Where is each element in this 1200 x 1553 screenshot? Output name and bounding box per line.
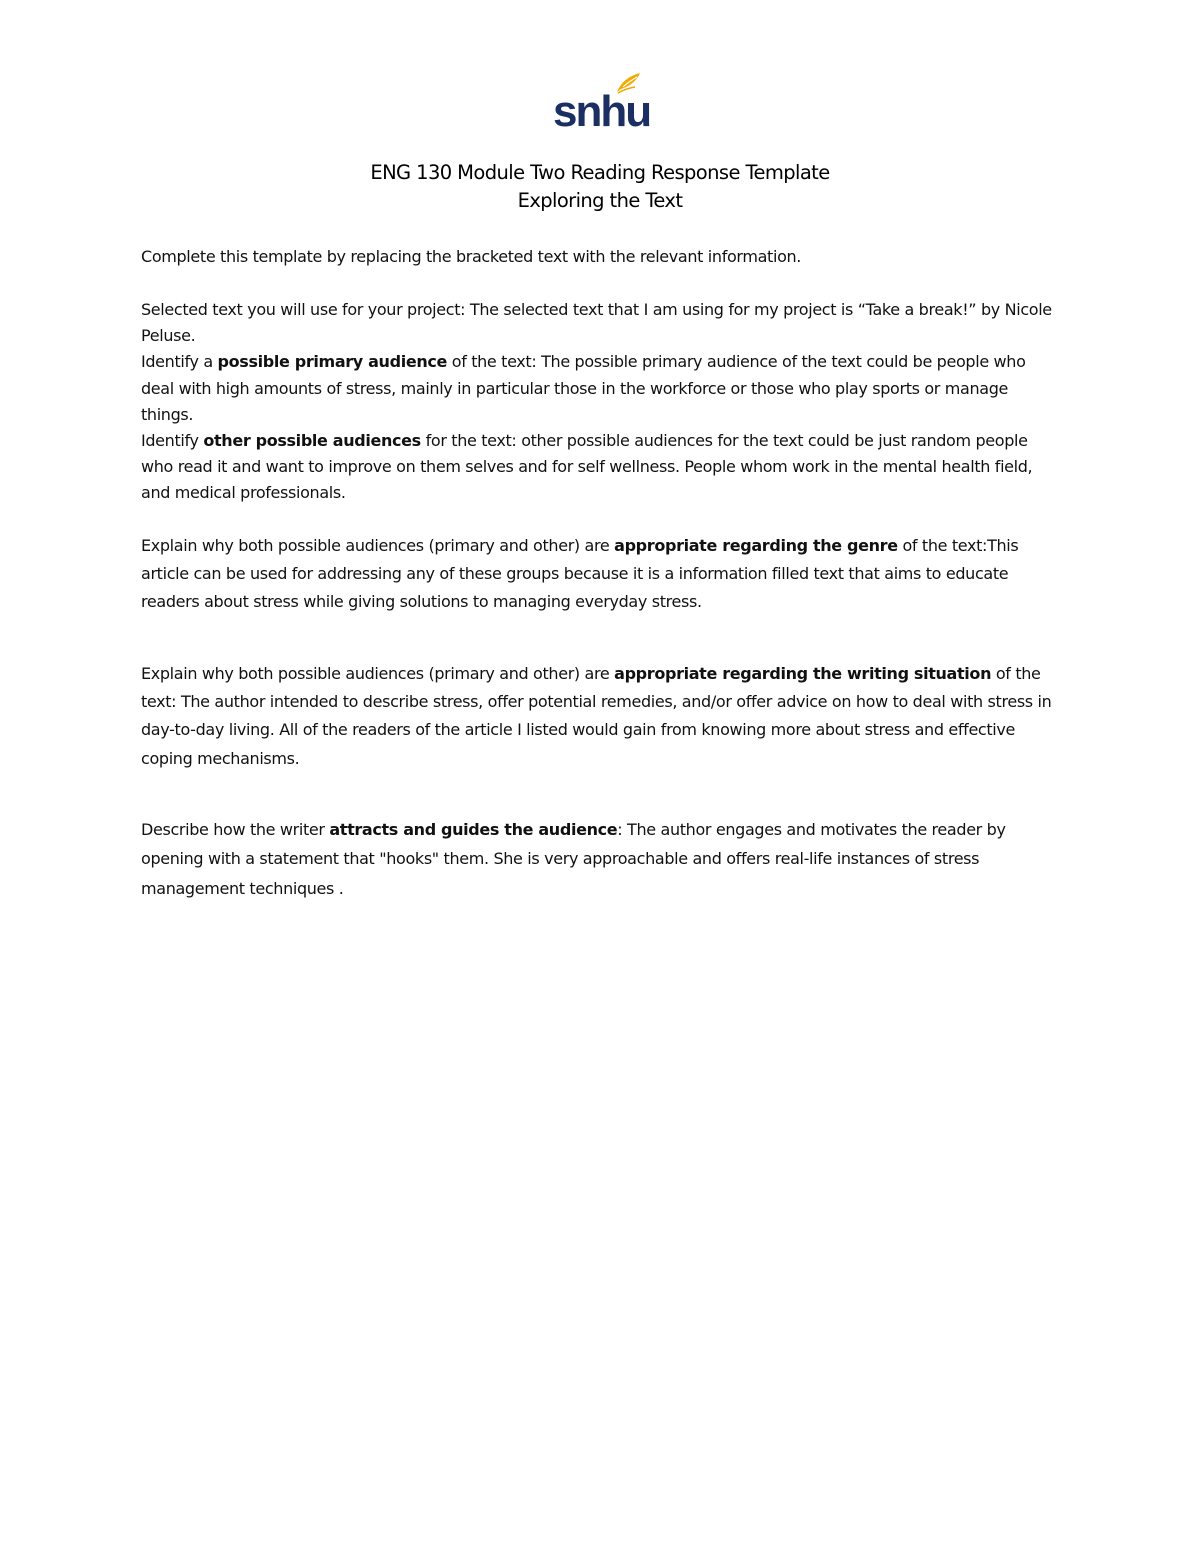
primary-audience-field [141, 349, 1061, 428]
writing-situation-prefix: Explain why both possible audiences (primary and other) are [141, 664, 615, 683]
selected-text-field [141, 297, 1061, 349]
attracts-emphasis: attracts and guides the audience [329, 820, 618, 839]
primary-audience-prefix: Identify a [141, 352, 218, 372]
genre-field [141, 532, 1061, 617]
instructions: Complete this template by replacing the bracketed text with the relevant information. [141, 247, 802, 266]
attracts-answer: The author engages and motivates the reader by opening with a statement that "hooks" them. She is very approachable and offers real-life instances of stress management techniques . [141, 820, 1006, 898]
primary-audience-answer: The possible primary audience of the text could be people who deal with high amounts of stress, mainly in particular those in the workforce or those who play sports or manage things. [141, 352, 1026, 424]
genre-suffix: of the text: [897, 536, 988, 555]
page-subtitle: Exploring the Text [517, 189, 683, 212]
attracts-suffix: : [617, 820, 623, 839]
primary-audience-suffix: of the text: [447, 352, 537, 372]
snhu-logo [553, 72, 651, 136]
other-audiences-answer: other possible audiences for the text could be just random people who read it and want to improve on them selves and for self wellness. People whom work in the mental health field, and medical professionals. [141, 431, 1033, 503]
writing-situation-answer: The author intended to describe stress, offer potential remedies, and/or offer advice on how to deal with stress in day-to-day living. All of the readers of the article I listed would gain from knowing more about stress and effective coping mechanisms. [141, 692, 1052, 768]
page-title: ENG 130 Module Two Reading Response Template [370, 161, 830, 184]
genre-answer: This article can be used for addressing any of these groups because it is a information filled text that aims to educate readers about stress while giving solutions to managing everyday stress. [141, 536, 1019, 612]
response-block-audiences [141, 297, 1061, 507]
attracts-prefix: Describe how the writer [141, 820, 330, 839]
logo-wordmark: snhu [553, 87, 651, 136]
other-audiences-suffix: for the text: [420, 431, 517, 451]
other-audiences-field [141, 428, 1061, 507]
genre-prefix: Explain why both possible audiences (primary and other) are [141, 536, 615, 555]
genre-emphasis: appropriate regarding the genre [614, 536, 898, 555]
selected-text-label: Selected text you will use for your project: [141, 300, 466, 319]
selected-text-answer: The selected text that I am using for my project is “Take a break!” by Nicole Peluse. [141, 300, 1052, 346]
attracts-field [141, 815, 1061, 903]
writing-situation-field [141, 660, 1061, 773]
writing-situation-suffix: of the text: [141, 664, 1041, 712]
other-audiences-prefix: Identify [141, 431, 204, 451]
other-audiences-emphasis: other possible audiences [203, 431, 421, 451]
writing-situation-emphasis: appropriate regarding the writing situation [614, 664, 992, 683]
primary-audience-emphasis: possible primary audience [217, 352, 448, 372]
